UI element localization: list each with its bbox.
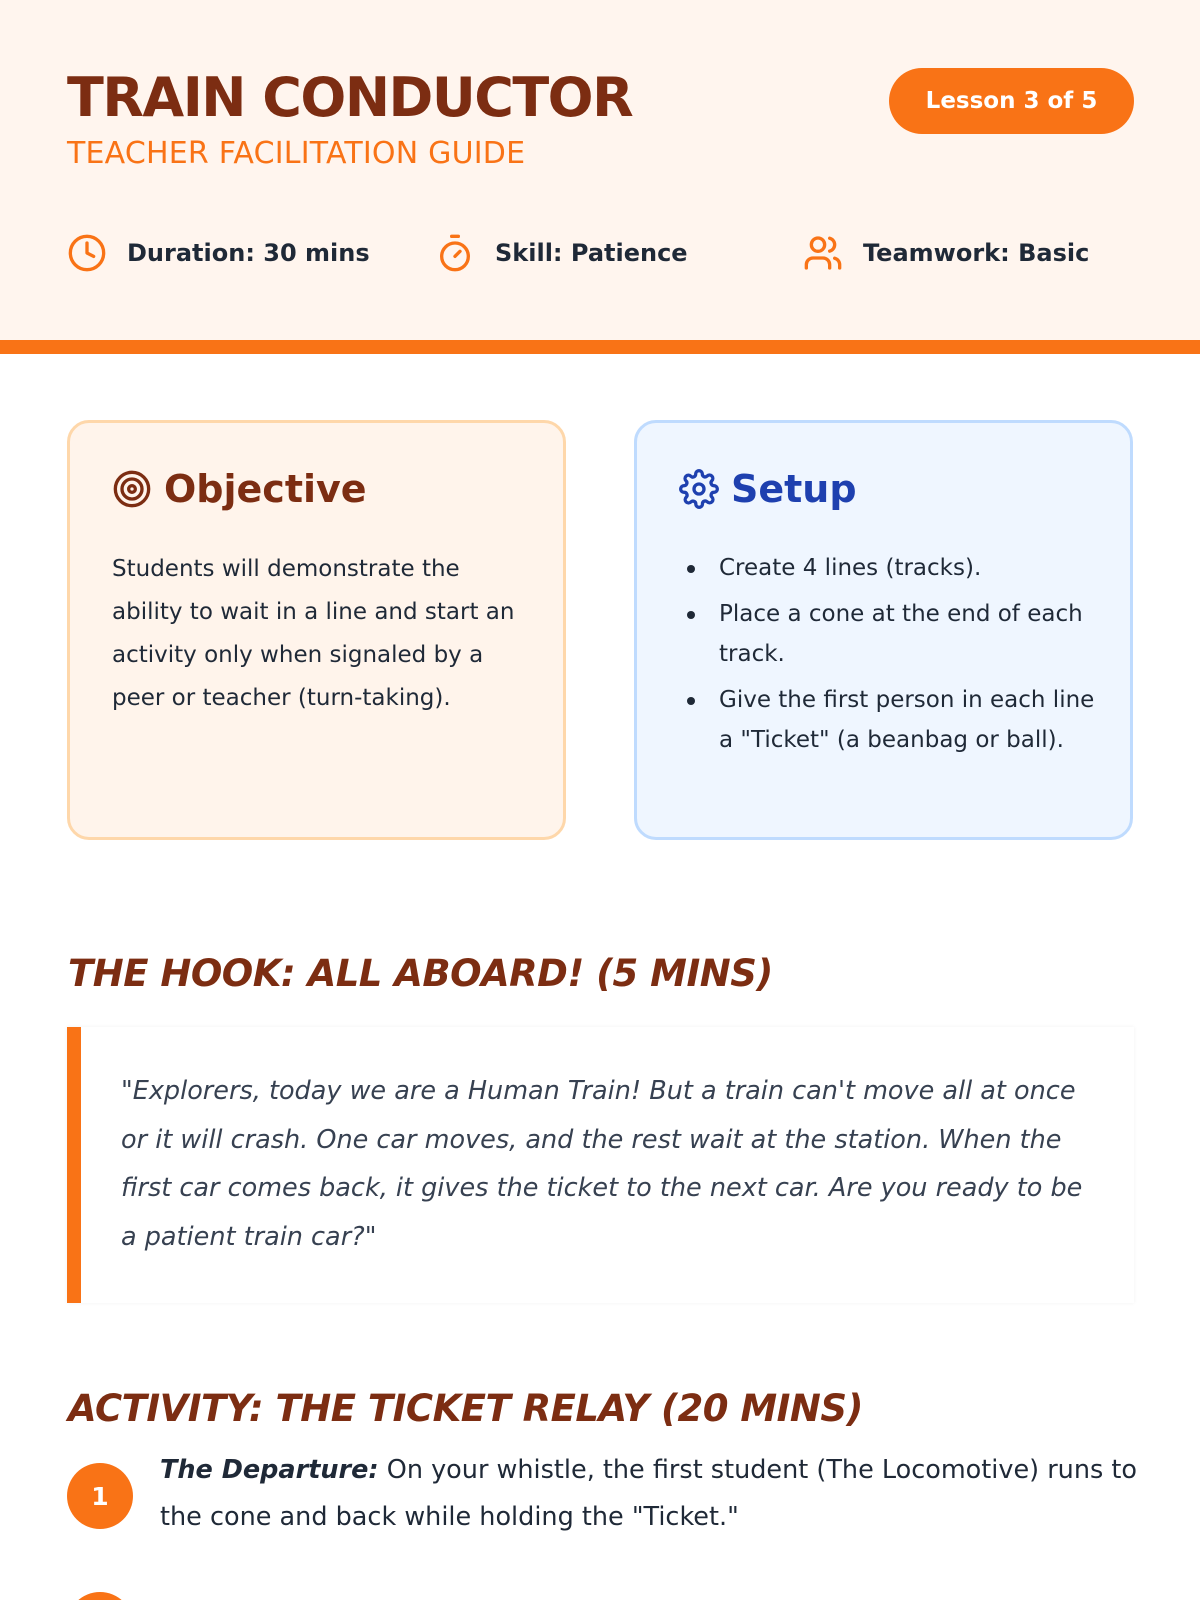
meta-teamwork: [803, 233, 1089, 273]
list-item: Place a cone at the end of each track.: [679, 594, 1099, 674]
setup-card: [634, 420, 1133, 840]
stopwatch-icon: [435, 233, 475, 273]
meta-skill-label: Skill: Patience: [495, 239, 688, 267]
hook-heading: THE HOOK: ALL ABOARD! (5 MINS): [68, 952, 773, 995]
activity-heading: ACTIVITY: THE TICKET RELAY (20 MINS): [68, 1387, 863, 1430]
setup-heading-row: [679, 467, 857, 511]
meta-duration-label: Duration: 30 mins: [127, 239, 370, 267]
setup-heading: Setup: [731, 467, 857, 511]
step-number-next: [67, 1592, 133, 1600]
list-item: Give the first person in each line a "Ticket" (a beanbag or ball).: [679, 680, 1099, 760]
objective-card: [67, 420, 566, 840]
list-item: Create 4 lines (tracks).: [679, 548, 1099, 588]
setup-list: [679, 548, 1099, 766]
objective-heading-row: [112, 467, 367, 511]
objective-text: Students will demonstrate the ability to wait in a line and start an activity only when signaled by a peer or teacher (turn-taking).: [112, 556, 515, 711]
hook-quote-text: "Explorers, today we are a Human Train! But a train can't move all at once or it will crash. One car moves, and the rest wait at the station. When the first car comes back, it gives the ticket to the next car. Are you ready to be a patient train car?": [121, 1076, 1083, 1252]
clock-icon: [67, 233, 107, 273]
meta-teamwork-label: Teamwork: Basic: [863, 239, 1090, 267]
step-title: The Departure:: [160, 1455, 379, 1485]
meta-duration: [67, 233, 370, 273]
gear-icon: [679, 469, 719, 509]
header-accent-bar: [0, 340, 1200, 354]
hook-quote: [67, 1027, 1134, 1303]
page-title: TRAIN CONDUCTOR: [67, 66, 633, 129]
objective-heading: Objective: [164, 467, 367, 511]
lesson-badge: Lesson 3 of 5: [889, 68, 1134, 134]
meta-skill: [435, 233, 688, 273]
step-text: [160, 1447, 1160, 1541]
target-icon: [112, 469, 152, 509]
page-subtitle: TEACHER FACILITATION GUIDE: [67, 136, 526, 171]
step-number: 1: [67, 1463, 133, 1529]
users-icon: [803, 233, 843, 273]
step-body: On your whistle, the first student (The Locomotive) runs to the cone and back while holding the "Ticket.": [160, 1455, 1137, 1532]
